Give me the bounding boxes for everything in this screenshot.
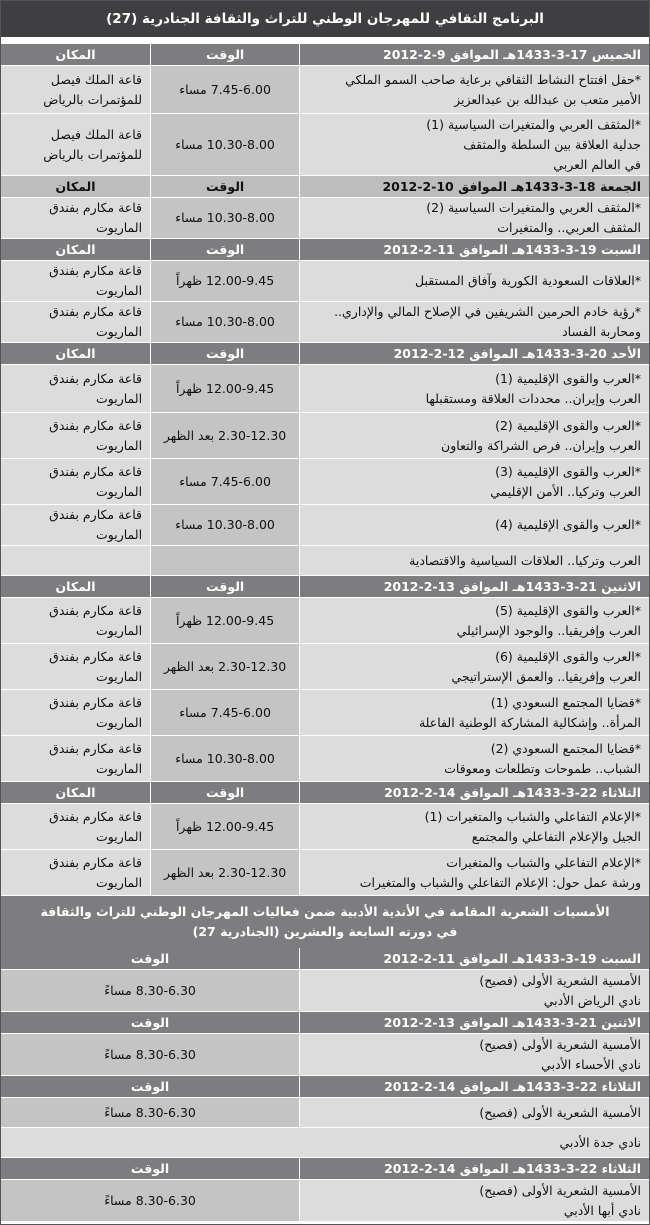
event-time: 10.30-8.00 مساء bbox=[150, 505, 299, 546]
event-title-line: جدلية العلاقة بين السلطة والمثقف bbox=[463, 136, 641, 152]
event-time: 10.30-8.00 مساء bbox=[150, 736, 299, 782]
poetry-title-line: الأمسية الشعرية الأولى (فصيح) bbox=[479, 1182, 641, 1198]
day-date: الجمعة 18-3-1433هـ الموافق 10-2-2012 bbox=[299, 176, 649, 198]
page-title: البرنامج الثقافي للمهرجان الوطني للتراث والثقافة الجنادرية (27) bbox=[1, 1, 649, 37]
time-column-label: الوقت bbox=[1, 1158, 299, 1180]
poetry-title bbox=[299, 1098, 649, 1128]
event-row bbox=[1, 850, 649, 896]
poetry-body bbox=[1, 948, 649, 1222]
event-title bbox=[299, 804, 649, 850]
event-title bbox=[299, 459, 649, 505]
day-header-row bbox=[1, 782, 649, 804]
event-title bbox=[299, 736, 649, 782]
event-row bbox=[1, 413, 649, 459]
event-time: 12.00-9.45 ظهراً bbox=[150, 804, 299, 850]
event-time: 2.30-12.30 بعد الظهر bbox=[150, 850, 299, 896]
poetry-date: السبت 19-3-1433هـ الموافق 11-2-2012 bbox=[299, 948, 649, 970]
time-column-label: الوقت bbox=[150, 176, 299, 198]
event-title-line: *العرب والقوى الإقليمية (5) bbox=[495, 602, 641, 618]
poetry-header-row bbox=[1, 948, 649, 970]
event-title-line: *العرب والقوى الإقليمية (1) bbox=[495, 370, 641, 386]
event-place: قاعة مكارم بفندق الماريوت bbox=[1, 302, 150, 343]
schedule-body bbox=[1, 44, 649, 896]
event-title-line: الشباب.. طموحات وتطلعات ومعوقات bbox=[444, 760, 641, 776]
poetry-header-row bbox=[1, 1076, 649, 1098]
event-title-line: الجيل والإعلام التفاعلي والمجتمع bbox=[471, 828, 641, 844]
poetry-title-line: الأمسيات الشعرية المقامة في الأندية الأدبية ضمن فعاليات المهرجان الوطني للتراث والثقافة bbox=[40, 904, 610, 919]
event-row bbox=[1, 66, 649, 114]
poetry-title-line: نادي أبها الأدبي bbox=[563, 1202, 641, 1218]
poetry-title-line: نادي الرياض الأدبي bbox=[543, 992, 641, 1008]
event-title-line: المثقف العربي.. والمتغيرات bbox=[497, 220, 641, 235]
event-title bbox=[299, 850, 649, 896]
event-time: 7.45-6.00 مساء bbox=[150, 66, 299, 114]
event-place: قاعة مكارم بفندق الماريوت bbox=[1, 804, 150, 850]
event-time: 2.30-12.30 بعد الظهر bbox=[150, 644, 299, 690]
event-title-line: *قضايا المجتمع السعودي (2) bbox=[490, 740, 641, 756]
event-title-line: *قضايا المجتمع السعودي (1) bbox=[490, 694, 641, 710]
event-row bbox=[1, 365, 649, 413]
event-place: قاعة الملك فيصل للمؤتمرات بالرياض bbox=[1, 66, 150, 114]
event-title-line: في العالم العربي bbox=[553, 156, 641, 172]
time-column-label: الوقت bbox=[150, 576, 299, 598]
event-title-line: الأمير متعب بن عبدالله بن عبدالعزيز bbox=[454, 91, 641, 107]
time-column-label: الوقت bbox=[1, 1076, 299, 1098]
day-header-row bbox=[1, 176, 649, 198]
poetry-title bbox=[299, 1034, 649, 1076]
event-place: قاعة مكارم بفندق الماريوت bbox=[1, 644, 150, 690]
event-title-line: *العرب والقوى الإقليمية (2) bbox=[495, 417, 641, 433]
poetry-time: 8.30-6.30 مساءً bbox=[1, 970, 299, 1012]
place-column-label: المكان bbox=[1, 239, 150, 261]
poetry-time: 8.30-6.30 مساءً bbox=[1, 1034, 299, 1076]
event-title bbox=[299, 66, 649, 114]
poetry-time: 8.30-6.30 مساءً bbox=[1, 1098, 299, 1128]
event-title bbox=[299, 198, 649, 239]
event-row bbox=[1, 261, 649, 302]
event-time: 10.30-8.00 مساء bbox=[150, 114, 299, 176]
day-date: الاثنين 21-3-1433هـ الموافق 13-2-2012 bbox=[299, 576, 649, 598]
day-header-row bbox=[1, 343, 649, 365]
poetry-row bbox=[1, 1034, 649, 1076]
time-column-label: الوقت bbox=[150, 44, 299, 66]
event-place: قاعة مكارم بفندق الماريوت bbox=[1, 198, 150, 239]
place-column-label: المكان bbox=[1, 343, 150, 365]
poetry-title bbox=[299, 1180, 649, 1222]
event-title bbox=[299, 690, 649, 736]
event-title bbox=[299, 546, 649, 576]
event-row bbox=[1, 546, 649, 576]
poetry-section-title bbox=[1, 896, 649, 948]
poetry-title-line: الأمسية الشعرية الأولى (فصيح) bbox=[479, 1104, 641, 1120]
poetry-header-row bbox=[1, 1158, 649, 1180]
event-time: 10.30-8.00 مساء bbox=[150, 198, 299, 239]
event-place: قاعة مكارم بفندق الماريوت bbox=[1, 850, 150, 896]
poetry-time: 8.30-6.30 مساءً bbox=[1, 1180, 299, 1222]
event-title-line: *رؤية خادم الحرمين الشريفين في الإصلاح المالي والإداري.. bbox=[334, 304, 641, 319]
event-row bbox=[1, 198, 649, 239]
event-row bbox=[1, 505, 649, 546]
event-title-line: *العرب والقوى الإقليمية (3) bbox=[495, 463, 641, 479]
event-title-line: العرب وإيران.. فرص الشراكة والتعاون bbox=[441, 437, 641, 453]
time-column-label: الوقت bbox=[150, 239, 299, 261]
event-place: قاعة مكارم بفندق الماريوت bbox=[1, 598, 150, 644]
event-row bbox=[1, 644, 649, 690]
event-title bbox=[299, 302, 649, 343]
event-row bbox=[1, 598, 649, 644]
time-column-label: الوقت bbox=[150, 343, 299, 365]
event-title-line: العرب وتركيا.. العلاقات السياسية والاقتصادية bbox=[409, 552, 641, 568]
event-time: 7.45-6.00 مساء bbox=[150, 690, 299, 736]
event-title-line: ومحاربة الفساد bbox=[562, 324, 641, 339]
event-title bbox=[299, 114, 649, 176]
event-row bbox=[1, 736, 649, 782]
event-time: 2.30-12.30 بعد الظهر bbox=[150, 413, 299, 459]
time-column-label: الوقت bbox=[1, 1012, 299, 1034]
event-place: قاعة مكارم بفندق الماريوت bbox=[1, 505, 150, 546]
event-title-line: *الإعلام التفاعلي والشباب والمتغيرات (1) bbox=[424, 808, 641, 824]
event-place: قاعة مكارم بفندق الماريوت bbox=[1, 459, 150, 505]
event-title-line: ورشة عمل حول: الإعلام التفاعلي والشباب والمتغيرات bbox=[359, 874, 641, 890]
poetry-extra-row bbox=[1, 1128, 649, 1158]
event-title-line: المرأة.. وإشكالية المشاركة الوطنية الفاعلة bbox=[418, 714, 641, 730]
day-date: الأحد 20-3-1433هـ الموافق 12-2-2012 bbox=[299, 343, 649, 365]
place-column-label: المكان bbox=[1, 176, 150, 198]
day-header-row bbox=[1, 239, 649, 261]
event-title-line: *المثقف العربي والمتغيرات السياسية (2) bbox=[426, 200, 641, 215]
poetry-row bbox=[1, 970, 649, 1012]
event-place: قاعة مكارم بفندق الماريوت bbox=[1, 690, 150, 736]
event-title-line: العرب وإفريقيا.. والوجود الإسرائيلي bbox=[456, 622, 641, 638]
event-place: قاعة مكارم بفندق الماريوت bbox=[1, 261, 150, 302]
event-title-line: *الإعلام التفاعلي والشباب والمتغيرات bbox=[446, 854, 641, 870]
schedule-table bbox=[1, 44, 649, 896]
time-column-label: الوقت bbox=[150, 782, 299, 804]
event-time bbox=[150, 546, 299, 576]
time-column-label: الوقت bbox=[1, 948, 299, 970]
event-title bbox=[299, 261, 649, 302]
event-title-line: *العرب والقوى الإقليمية (4) bbox=[495, 517, 641, 532]
day-header-row bbox=[1, 44, 649, 66]
event-title bbox=[299, 644, 649, 690]
event-place bbox=[1, 546, 150, 576]
event-title bbox=[299, 598, 649, 644]
event-title-line: العرب وتركيا.. الأمن الإقليمي bbox=[490, 483, 641, 499]
event-row bbox=[1, 804, 649, 850]
event-title-line: *العرب والقوى الإقليمية (6) bbox=[495, 648, 641, 664]
event-title-line: *العلاقات السعودية الكورية وآفاق المستقبل bbox=[415, 273, 641, 288]
poetry-club: نادي جدة الأدبي bbox=[1, 1128, 649, 1158]
poetry-date: الثلاثاء 22-3-1433هـ الموافق 14-2-2012 bbox=[299, 1076, 649, 1098]
event-place: قاعة الملك فيصل للمؤتمرات بالرياض bbox=[1, 114, 150, 176]
day-header-row bbox=[1, 576, 649, 598]
event-title-line: العرب وإفريقيا.. والعمق الإستراتيجي bbox=[451, 668, 641, 684]
poetry-date: الاثنين 21-3-1433هـ الموافق 13-2-2012 bbox=[299, 1012, 649, 1034]
event-place: قاعة مكارم بفندق الماريوت bbox=[1, 736, 150, 782]
event-time: 12.00-9.45 ظهراً bbox=[150, 261, 299, 302]
event-time: 7.45-6.00 مساء bbox=[150, 459, 299, 505]
poetry-title-line: الأمسية الشعرية الأولى (فصيح) bbox=[479, 1036, 641, 1052]
spacer bbox=[1, 37, 649, 44]
poetry-row bbox=[1, 1098, 649, 1128]
day-date: السبت 19-3-1433هـ الموافق 11-2-2012 bbox=[299, 239, 649, 261]
place-column-label: المكان bbox=[1, 44, 150, 66]
event-title bbox=[299, 413, 649, 459]
day-date: الثلاثاء 22-3-1433هـ الموافق 14-2-2012 bbox=[299, 782, 649, 804]
event-title-line: العرب وإيران.. محددات العلاقة ومستقبلها bbox=[425, 390, 641, 406]
event-title bbox=[299, 505, 649, 546]
poetry-title-line: الأمسية الشعرية الأولى (فصيح) bbox=[479, 972, 641, 988]
event-row bbox=[1, 114, 649, 176]
day-date: الخميس 17-3-1433هـ الموافق 9-2-2012 bbox=[299, 44, 649, 66]
event-time: 12.00-9.45 ظهراً bbox=[150, 365, 299, 413]
event-time: 10.30-8.00 مساء bbox=[150, 302, 299, 343]
poetry-date: الثلاثاء 22-3-1433هـ الموافق 14-2-2012 bbox=[299, 1158, 649, 1180]
event-title-line: *المثقف العربي والمتغيرات السياسية (1) bbox=[426, 116, 641, 132]
event-row bbox=[1, 302, 649, 343]
place-column-label: المكان bbox=[1, 576, 150, 598]
event-row bbox=[1, 690, 649, 736]
poetry-title bbox=[299, 970, 649, 1012]
event-place: قاعة مكارم بفندق الماريوت bbox=[1, 413, 150, 459]
event-place: قاعة مكارم بفندق الماريوت bbox=[1, 365, 150, 413]
poetry-row bbox=[1, 1180, 649, 1222]
event-time: 12.00-9.45 ظهراً bbox=[150, 598, 299, 644]
poetry-title-line: في دورته السابعة والعشرين (الجنادرية 27) bbox=[192, 924, 458, 939]
poetry-table bbox=[1, 948, 649, 1222]
event-title bbox=[299, 365, 649, 413]
event-row bbox=[1, 459, 649, 505]
poetry-header-row bbox=[1, 1012, 649, 1034]
poetry-title-line: نادي الأحساء الأدبي bbox=[541, 1056, 641, 1072]
place-column-label: المكان bbox=[1, 782, 150, 804]
event-title-line: *حفل افتتاح النشاط الثقافي برعاية صاحب السمو الملكي bbox=[345, 71, 641, 87]
